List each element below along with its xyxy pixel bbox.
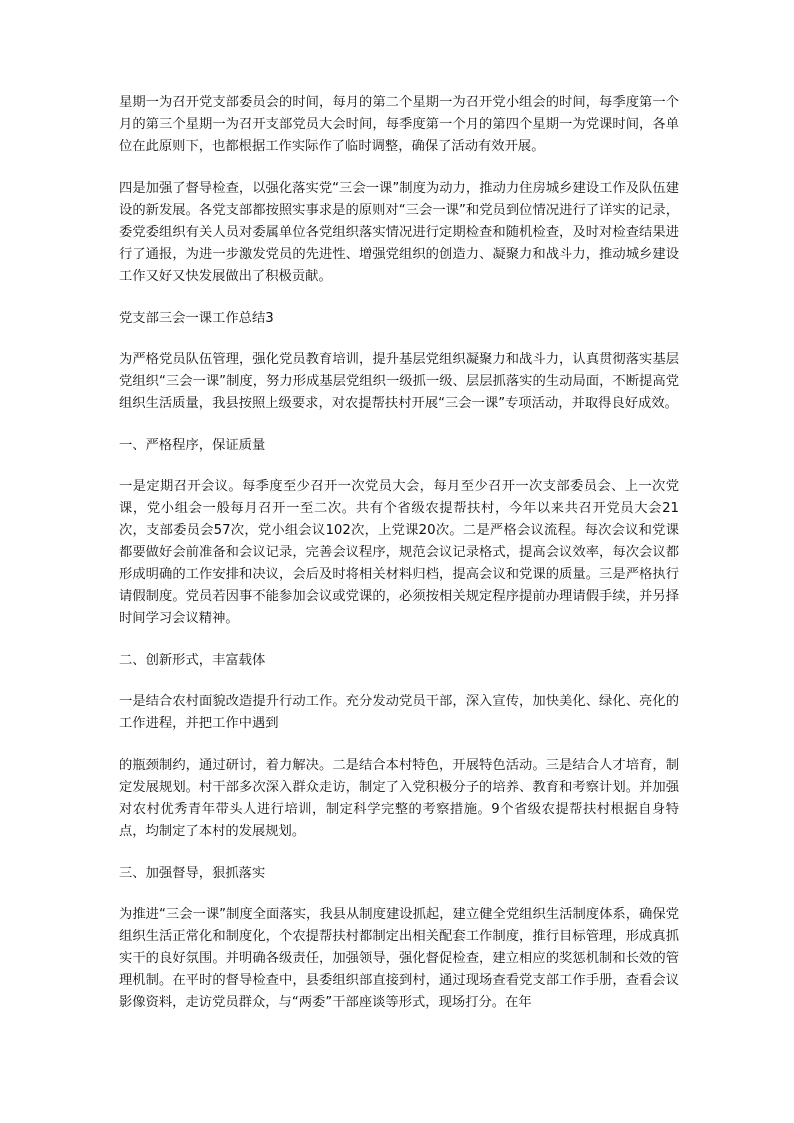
- paragraph-meeting-schedule: 星期一为召开党支部委员会的时间，每月的第二个星期一为召开党小组会的时间，每季度第一个月的第三个星期一为召开支部党员大会时间，每季度第一个月的第四个星期一为党课时间，各单位在此原则下，也都根据工作实际作了临时调整，确保了活动有效开展。: [119, 95, 679, 154]
- paragraph-implementation: 为推进“三会一课”制度全面落实，我县从制度建设抓起，建立健全党组织生活制度体系，确保党组织生活正常化和制度化，个农提帮扶村都制定出相关配套工作制度，推行目标管理，形成真抓实干的良好氛围。并明确各级责任，加强领导，强化督促检查，建立相应的奖惩机制和长效的管理机制。在平时的督导检查中，县委组织部直接到村，通过现场查看党支部工作手册，查看会议影像资料，走访党员群众，与“两委”干部座谈等形式，现场打分。在年: [119, 907, 679, 1010]
- document-page: [119, 92, 679, 1034]
- paragraph-regular-meetings: 一是定期召开会议。每季度至少召开一次党员大会，每月至少召开一次支部委员会、上一次党课，党小组会一般每月召开一至二次。共有个省级农提帮扶村，今年以来共召开党员大会21次，支部委员会57次，党小组会议102次，上党课20次。二是严格会议流程。每次会议和党课都要做好会前准备和会议记录，完善会议程序，规范会议记录格式，提高会议效率，每次会议都形成明确的工作安排和决议，会后及时将相关材料归档，提高会议和党课的质量。三是严格执行请假制度。党员若因事不能参加会议或党课的，必须按相关规定程序提前办理请假手续，并另择时间学习会议精神。: [119, 479, 679, 626]
- paragraph-village-improvement: 一是结合农村面貌改造提升行动工作。充分发动党员干部，深入宣传，加快美化、绿化、亮化的工作进程，并把工作中遇到: [119, 694, 679, 731]
- heading-strict-procedure: 一、严格程序，保证质量: [119, 438, 266, 453]
- paragraph-bottleneck: 的瓶颈制约，通过研讨，着力解决。二是结合本村特色，开展特色活动。三是结合人才培育，制定发展规划。村干部多次深入群众走访，制定了入党积极分子的培养、教育和考察计划。并加强对农村优秀青年带头人进行培训，制定科学完整的考察措施。9个省级农提帮扶村根据自身特点，均制定了本村的发展规划。: [119, 758, 679, 839]
- heading-strengthen-supervision: 三、加强督导，狠抓落实: [119, 866, 266, 881]
- heading-innovate-form: 二、创新形式，丰富载体: [119, 653, 266, 668]
- paragraph-supervision: 四是加强了督导检查，以强化落实党“三会一课”制度为动力，推动力住房城乡建设工作及队伍建设的新发展。各党支部都按照实事求是的原则对“三会一课”和党员到位情况进行了详实的记录，委党委组织有关人员对委属单位各党组织落实情况进行定期检查和随机检查，及时对检查结果进行了通报，为进一步激发党员的先进性、增强党组织的创造力、凝聚力和战斗力，推动城乡建设工作又好又快发展做出了积极贡献。: [119, 181, 679, 284]
- paragraph-intro: 为严格党员队伍管理，强化党员教育培训，提升基层党组织凝聚力和战斗力，认真贯彻落实基层党组织“三会一课”制度，努力形成基层党组织一级抓一级、层层抓落实的生动局面，不断提高党组织生活质量，我县按照上级要求，对农提帮扶村开展“三会一课”专项活动，并取得良好成效。: [119, 352, 679, 411]
- section-title: 党支部三会一课工作总结3: [119, 311, 274, 326]
